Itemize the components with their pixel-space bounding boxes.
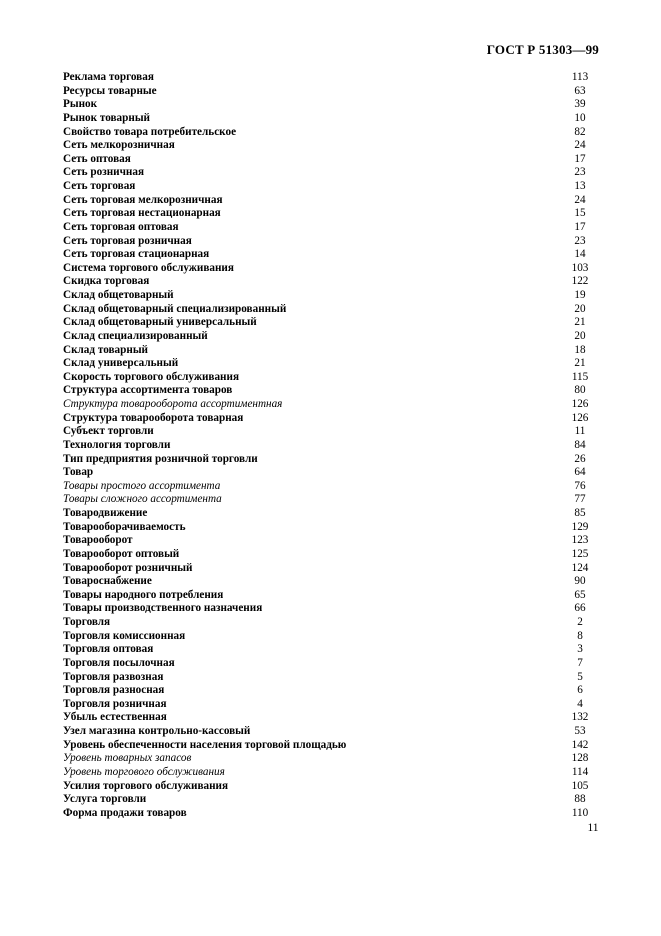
index-entry <box>63 398 600 412</box>
index-term: Система торгового обслуживания <box>63 261 234 274</box>
index-term: Товароснабжение <box>63 575 152 588</box>
index-page-ref: 4 <box>577 697 583 710</box>
index-entry <box>63 548 600 562</box>
index-entry <box>63 71 600 85</box>
index-term: Товародвижение <box>63 507 148 519</box>
index-page-ref: 122 <box>571 275 589 288</box>
index-term: Ресурсы товарные <box>63 84 157 97</box>
index-page-ref: 11 <box>574 425 586 438</box>
index-term: Сеть розничная <box>63 166 144 179</box>
index-page-ref: 90 <box>574 575 586 588</box>
index-term: Усилия торгового обслуживания <box>63 779 229 792</box>
index-entry <box>63 807 600 821</box>
index-page-ref: 20 <box>574 329 586 342</box>
index-entry <box>63 507 600 521</box>
index-term: Товары простого ассортимента <box>63 479 221 492</box>
index-term: Торговля оптовая <box>63 643 154 656</box>
index-page-ref: 15 <box>574 207 586 220</box>
index-page-ref: 103 <box>571 261 589 274</box>
index-page-ref: 19 <box>574 289 586 301</box>
index-entry <box>63 316 600 330</box>
index-entry <box>63 684 600 698</box>
index-entry <box>63 657 600 671</box>
index-term: Технология торговли <box>63 438 171 451</box>
index-term: Скорость торгового обслуживания <box>63 370 240 383</box>
index-entry <box>63 562 600 576</box>
index-entry <box>63 180 600 194</box>
index-entry <box>63 466 600 480</box>
index-term: Торговля посылочная <box>63 656 175 669</box>
index-entry <box>63 166 600 180</box>
index-page-ref: 110 <box>571 806 589 819</box>
index-term: Склад специализированный <box>63 329 208 342</box>
index-term: Услуга торговли <box>63 793 147 806</box>
index-entry <box>63 671 600 685</box>
index-term: Сеть торговая мелкорозничная <box>63 193 223 206</box>
index-term: Склад общетоварный специализированный <box>63 302 287 315</box>
index-entry <box>63 630 600 644</box>
index-entry <box>63 153 600 167</box>
index-page-ref: 7 <box>577 656 583 669</box>
index-page-ref: 77 <box>574 493 586 506</box>
index-term: Товарооборот оптовый <box>63 547 180 560</box>
index-entry <box>63 139 600 153</box>
index-page-ref: 126 <box>571 411 589 424</box>
index-page-ref: 88 <box>574 793 586 806</box>
index-term: Структура ассортимента товаров <box>63 384 233 397</box>
index-page-ref: 84 <box>574 438 586 451</box>
index-term: Склад общетоварный универсальный <box>63 316 257 329</box>
index-entry <box>63 602 600 616</box>
index-entry <box>63 575 600 589</box>
index-page-ref: 20 <box>574 302 586 315</box>
index-term: Торговля разносная <box>63 684 165 697</box>
index-term: Уровень товарных запасов <box>63 752 192 765</box>
index-entry <box>63 453 600 467</box>
index-entry <box>63 521 600 535</box>
index-term: Сеть торговая оптовая <box>63 220 179 233</box>
index-term: Структура товарооборота ассортиментная <box>63 398 283 410</box>
index-entry <box>63 534 600 548</box>
index-term: Товары сложного ассортимента <box>63 493 222 506</box>
index-entry <box>63 85 600 99</box>
index-entry <box>63 98 600 112</box>
index-entry <box>63 126 600 140</box>
index-entry <box>63 344 600 358</box>
index-page-ref: 23 <box>574 234 586 247</box>
index-page-ref: 8 <box>577 629 583 642</box>
index-term: Рынок <box>63 98 98 111</box>
index-page-ref: 85 <box>574 507 586 519</box>
index-page-ref: 24 <box>574 139 586 152</box>
index-page-ref: 24 <box>574 193 586 206</box>
index-page-ref: 6 <box>577 684 583 697</box>
index-entry <box>63 384 600 398</box>
index-entry <box>63 616 600 630</box>
index-term: Реклама торговая <box>63 71 154 83</box>
index-entry <box>63 275 600 289</box>
index-page-ref: 123 <box>571 534 589 547</box>
index-term: Товарооборот <box>63 534 133 547</box>
index-page-ref: 63 <box>574 84 586 97</box>
index-page-ref: 26 <box>574 452 586 465</box>
index-page-ref: 113 <box>571 71 589 83</box>
index-entry <box>63 589 600 603</box>
index-term: Структура товарооборота товарная <box>63 411 244 424</box>
index-entry <box>63 221 600 235</box>
index-page-ref: 114 <box>571 765 589 778</box>
index-entry <box>63 793 600 807</box>
index-term: Товары народного потребления <box>63 588 224 601</box>
index-page-ref: 5 <box>577 670 583 683</box>
index-term: Склад общетоварный <box>63 289 174 301</box>
index-page-ref: 132 <box>571 711 589 724</box>
index-term: Сеть торговая розничная <box>63 234 192 247</box>
index-entry <box>63 289 600 303</box>
index-page-ref: 17 <box>574 220 586 233</box>
index-page-ref: 21 <box>574 316 586 329</box>
index-term: Торговля розничная <box>63 697 167 710</box>
index-term: Уровень обеспеченности населения торговой площадью <box>63 738 347 751</box>
index-term: Товар <box>63 466 94 479</box>
index-entry <box>63 780 600 794</box>
index-entry <box>63 480 600 494</box>
index-page-ref: 80 <box>574 384 586 397</box>
index-page-ref: 21 <box>574 357 586 370</box>
index-entry <box>63 725 600 739</box>
index-term: Сеть торговая нестационарная <box>63 207 221 220</box>
index-term: Убыль естественная <box>63 711 167 724</box>
index-term: Сеть оптовая <box>63 152 131 165</box>
index-page-ref: 13 <box>574 180 586 192</box>
index-entry <box>63 330 600 344</box>
index-term: Свойство товара потребительское <box>63 125 237 138</box>
index-page-ref: 14 <box>574 248 586 261</box>
index-entry <box>63 493 600 507</box>
index-entry <box>63 262 600 276</box>
index-page-ref: 129 <box>571 520 589 533</box>
index-term: Товары производственного назначения <box>63 602 263 615</box>
index-entry <box>63 711 600 725</box>
index-page-ref: 64 <box>574 466 586 479</box>
index-page-ref: 142 <box>571 738 589 751</box>
index-term: Субъект торговли <box>63 425 154 438</box>
index-term: Торговля развозная <box>63 670 164 683</box>
index-page-ref: 2 <box>577 616 583 628</box>
index-term: Сеть торговая стационарная <box>63 248 210 261</box>
index-term: Сеть мелкорозничная <box>63 139 175 152</box>
index-entry <box>63 112 600 126</box>
index-term: Сеть торговая <box>63 180 136 192</box>
index-page-ref: 66 <box>574 602 586 615</box>
index-term: Форма продажи товаров <box>63 806 187 819</box>
index-term: Узел магазина контрольно-кассовый <box>63 725 251 737</box>
index-page-ref: 82 <box>574 125 586 138</box>
index-page-ref: 105 <box>571 779 589 792</box>
index-page-ref: 23 <box>574 166 586 179</box>
index-page-ref: 17 <box>574 152 586 165</box>
index-entry <box>63 371 600 385</box>
index-page-ref: 126 <box>571 398 589 410</box>
index-page-ref: 39 <box>574 98 586 111</box>
index-entry <box>63 425 600 439</box>
index-term: Склад универсальный <box>63 357 179 370</box>
index-entry <box>63 303 600 317</box>
index-entry <box>63 357 600 371</box>
index-page-ref: 53 <box>574 725 586 737</box>
index-page-ref: 125 <box>571 547 589 560</box>
index-term: Торговля <box>63 616 111 628</box>
index-term: Склад товарный <box>63 343 148 356</box>
index-page-ref: 124 <box>571 561 589 574</box>
index-page-ref: 65 <box>574 588 586 601</box>
index-term: Товарооборачиваемость <box>63 520 186 533</box>
index-entry <box>63 207 600 221</box>
index-page-ref: 3 <box>577 643 583 656</box>
index-term: Товарооборот розничный <box>63 561 193 574</box>
index-entry <box>63 235 600 249</box>
index-term: Уровень торгового обслуживания <box>63 765 225 778</box>
index-term: Тип предприятия розничной торговли <box>63 452 258 465</box>
index-page-ref: 128 <box>571 752 589 765</box>
index-page-ref: 18 <box>574 343 586 356</box>
index-entry <box>63 739 600 753</box>
page-number: 11 <box>587 822 599 834</box>
index-entry <box>63 698 600 712</box>
index-page-ref: 76 <box>574 479 586 492</box>
index-entry <box>63 248 600 262</box>
index-entry <box>63 752 600 766</box>
index-page-ref: 115 <box>571 370 589 383</box>
index-term: Торговля комиссионная <box>63 629 186 642</box>
index-entry <box>63 194 600 208</box>
index-entry <box>63 412 600 426</box>
term-index-list <box>63 71 600 820</box>
index-entry <box>63 643 600 657</box>
index-entry <box>63 766 600 780</box>
index-entry <box>63 439 600 453</box>
index-term: Рынок товарный <box>63 111 150 124</box>
index-term: Скидка торговая <box>63 275 150 288</box>
index-page-ref: 10 <box>574 111 586 124</box>
document-header-standard: ГОСТ Р 51303—99 <box>486 42 599 57</box>
